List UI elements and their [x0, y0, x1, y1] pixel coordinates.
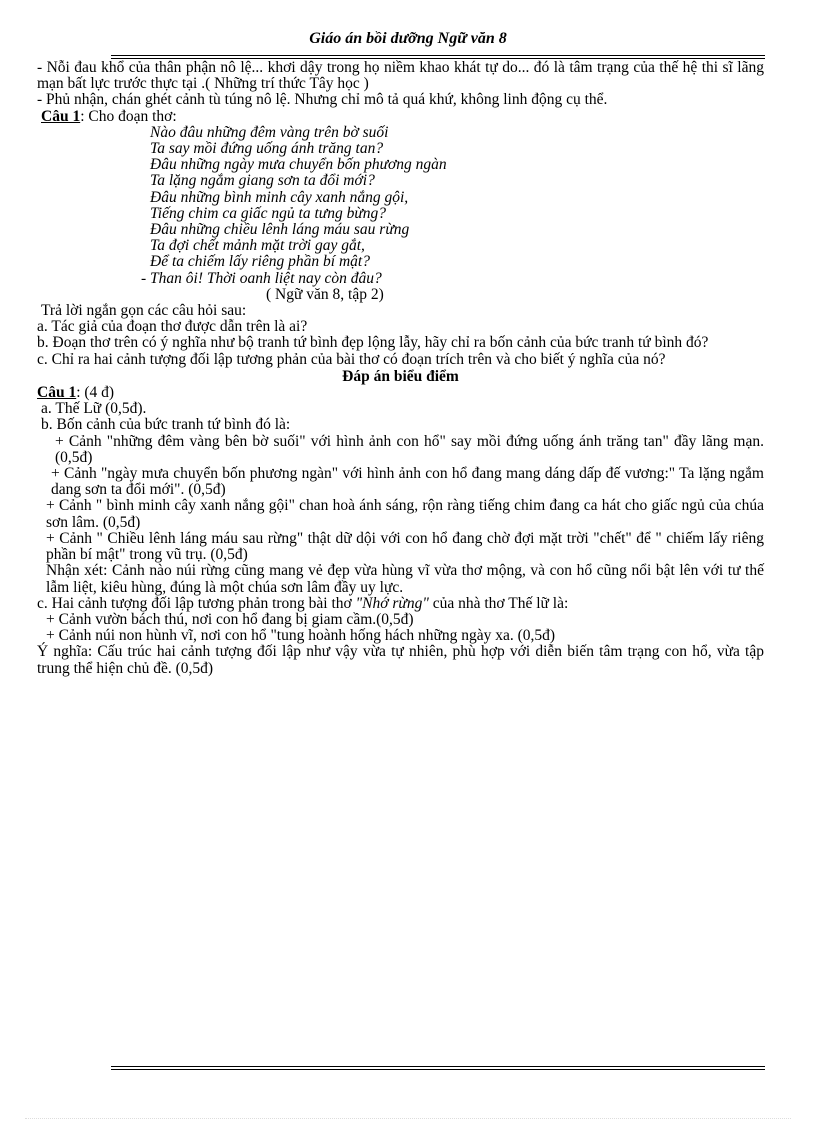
answer-c-poem-title: "Nhớ rừng" — [355, 594, 429, 612]
answer-c-intro — [37, 596, 764, 612]
question-item-a: a. Tác giả của đoạn thơ được dẫn trên là ai? — [37, 318, 308, 336]
answer-c-item: + Cảnh vườn bách thú, nơi con hổ đang bị giam cầm.(0,5đ) — [46, 610, 414, 628]
answer-c-item: + Cảnh núi non hùnh vĩ, nơi con hổ "tung hoành hống hách những ngày xa. (0,5đ) — [46, 627, 556, 645]
answers-title: Đáp án biểu điểm — [342, 367, 459, 385]
answer-a: a. Thế Lữ (0,5đ). — [41, 400, 147, 418]
poem-line: Nào đâu những đêm vàng trên bờ suối — [150, 123, 389, 141]
question-item-b: b. Đoạn thơ trên có ý nghĩa như bộ tranh tứ bình đẹp lộng lẫy, hãy chỉ ra bốn cảnh của bức tranh tứ bình đó? — [37, 334, 709, 352]
answer-c-after: của nhà thơ Thế lữ là: — [428, 594, 569, 612]
intro-paragraph-2: - Phủ nhận, chán ghét cảnh tù túng nô lệ. Nhưng chỉ mô tả quá khứ, không linh động cụ thể. — [37, 91, 608, 109]
answers-label: Câu 1 — [37, 384, 77, 402]
question-item-c: c. Chỉ ra hai cảnh tượng đối lập tương phản của bài thơ có đoạn trích trên và cho biết ý nghĩa của nó? — [37, 350, 666, 368]
poem-line: - Than ôi! Thời oanh liệt nay còn đâu? — [141, 269, 382, 287]
answer-b-intro: b. Bốn cảnh của bức tranh tứ bình đó là: — [41, 416, 291, 434]
question-instruction: Trả lời ngắn gọn các câu hỏi sau: — [41, 302, 247, 320]
poem-line: Ta say mồi đứng uống ánh trăng tan? — [150, 140, 384, 158]
answers-points: : (4 đ) — [76, 384, 115, 402]
page-header: Giáo án bồi dưỡng Ngữ văn 8 — [309, 30, 507, 47]
poem-line: Ta lặng ngắm giang sơn ta đổi mới? — [150, 172, 375, 190]
answer-b-item: + Cảnh " bình minh cây xanh nắng gội" chan hoà ánh sáng, rộn ràng tiếng chim đang ca hát cho giấc ngủ của chúa sơn lâm. (0,5đ) — [46, 497, 764, 531]
poem-line: Ta đợi chết mảnh mặt trời gay gắt, — [150, 237, 365, 255]
page-edge-dotted-line — [25, 1118, 791, 1119]
answer-b-item: + Cảnh "ngày mưa chuyển bốn phương ngàn" với hình ảnh con hổ đang mang dáng dấp đế vương:" Ta lặng ngắm dang sơn ta đổi mới". (0,5đ) — [51, 465, 764, 499]
question-label: Câu 1 — [41, 107, 81, 125]
footer-rule-top — [111, 1066, 765, 1067]
poem-line: Để ta chiếm lấy riêng phần bí mật? — [150, 253, 370, 271]
poem-excerpt — [37, 125, 764, 287]
poem-line: Đâu những ngày mưa chuyển bốn phương ngàn — [150, 156, 447, 174]
poem-line: Đâu những chiều lênh láng máu sau rừng — [150, 221, 410, 239]
poem-line: Đâu những bình minh cây xanh nắng gội, — [150, 188, 409, 206]
question-heading — [37, 109, 764, 125]
header-rule-top — [111, 55, 765, 56]
document-body — [37, 60, 764, 677]
poem-line: Tiếng chim ca giấc ngủ ta tưng bừng? — [150, 204, 387, 222]
answer-c-before: c. Hai cảnh tượng đối lập tương phản trong bài thơ — [37, 594, 356, 612]
question-prompt: : Cho đoạn thơ: — [80, 107, 177, 125]
answer-b-item: + Cảnh "những đêm vàng bên bờ suối" với hình ảnh con hổ" say mồi đứng uống ánh trăng tan" đầy lãng mạn. (0,5đ) — [55, 432, 764, 466]
footer-rule-bottom — [111, 1069, 765, 1070]
poem-source: ( Ngữ văn 8, tập 2) — [266, 285, 384, 303]
intro-paragraph-1: - Nỗi đau khổ của thân phận nô lệ... khơi dậy trong họ niềm khao khát tự do... đó là tâm trạng của thế hệ thi sĩ lãng mạn bất lực trước thực tại .( Những trí thức Tây học ) — [37, 59, 764, 93]
answers-heading — [37, 385, 764, 401]
answer-remark: Nhận xét: Cảnh nào núi rừng cũng mang vẻ đẹp vừa hùng vĩ vừa thơ mộng, và con hổ cũng nổi bật lên với tư thế lẫm liệt, kiêu hùng, đúng là một chúa sơn lâm đầy uy lực. — [46, 562, 764, 596]
answer-meaning: Ý nghĩa: Cấu trúc hai cảnh tượng đối lập như vậy vừa tự nhiên, phù hợp với diễn biến tâm trạng con hổ, vừa tập trung thể hiện chủ đề. (0,5đ) — [37, 643, 764, 677]
answer-b-item: + Cảnh " Chiều lênh láng máu sau rừng" thật dữ dội với con hổ đang chờ đợi mặt trời "chết" để " chiếm lấy riêng phần bí mật" trong vũ trụ. (0,5đ) — [46, 529, 764, 564]
